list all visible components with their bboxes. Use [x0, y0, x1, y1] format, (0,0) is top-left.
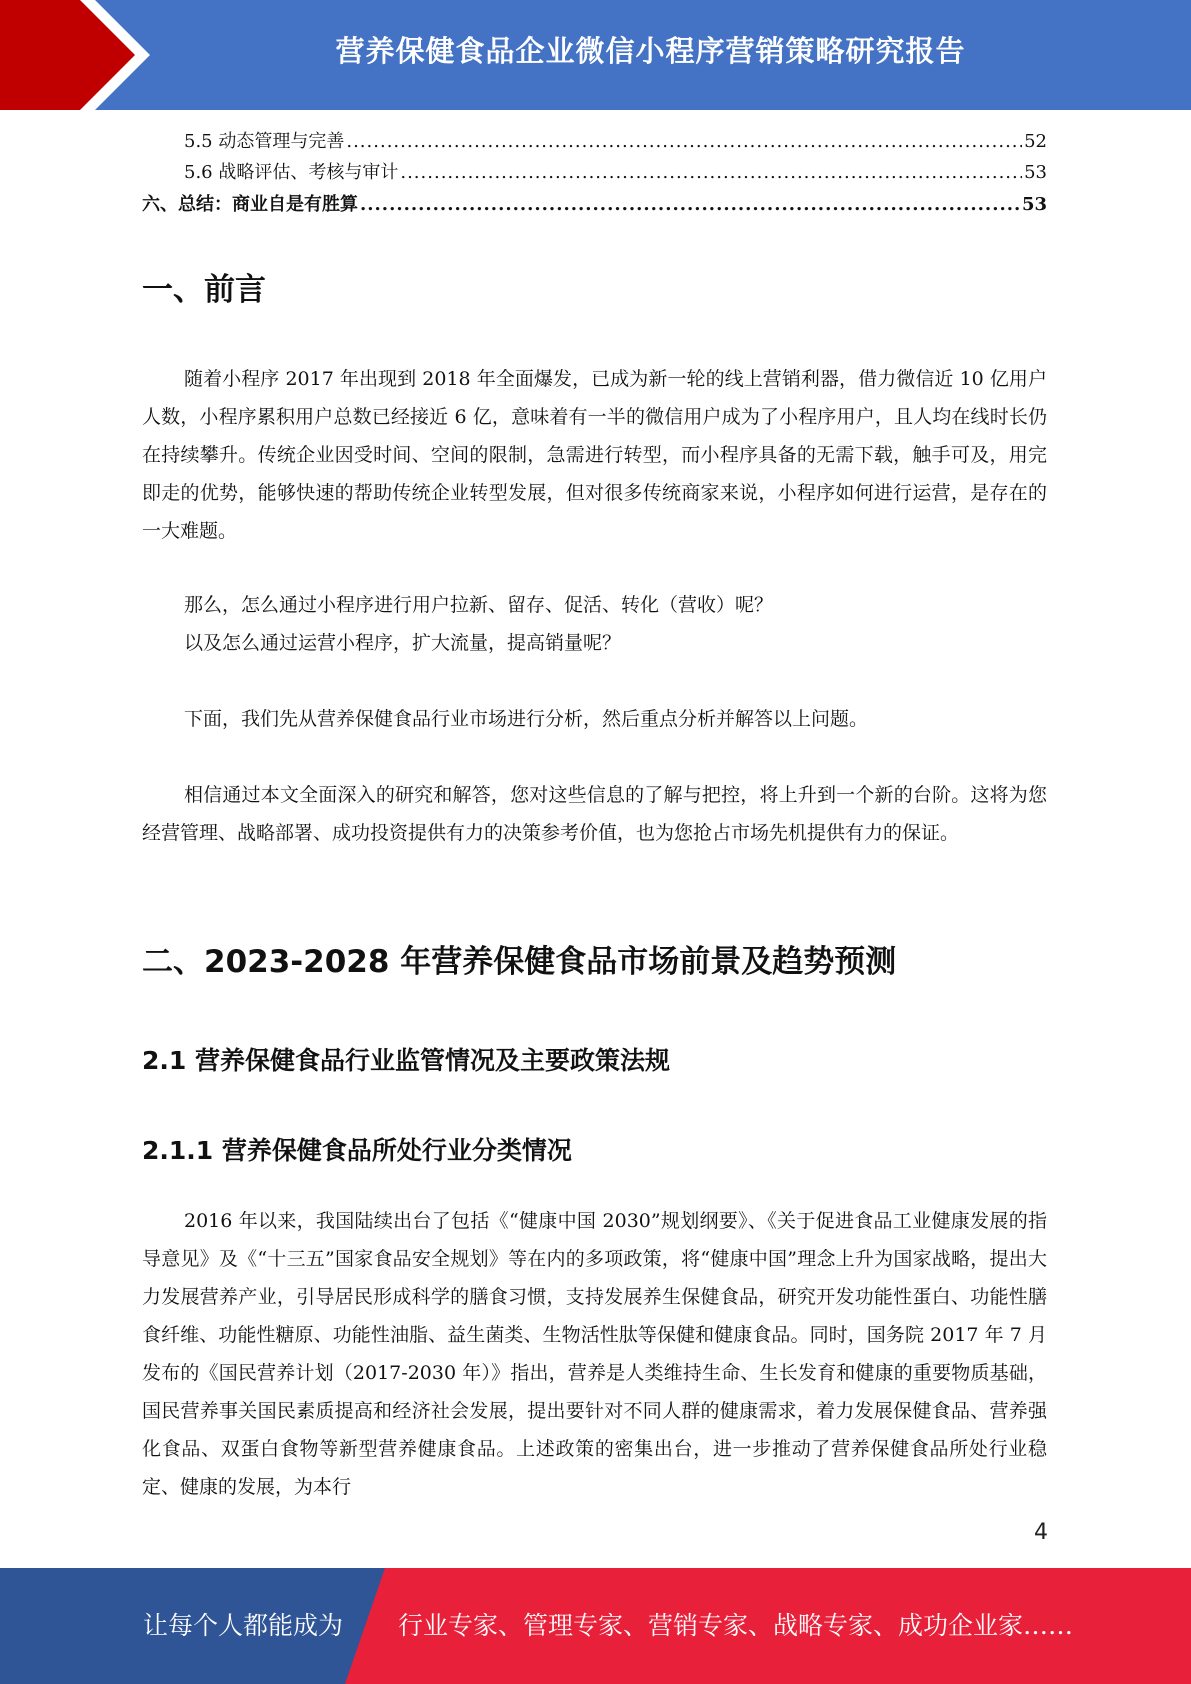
regulation-subheading: 2.1 营养保健食品行业监管情况及主要政策法规	[142, 1046, 670, 1075]
industry-classification-subheading: 2.1.1 营养保健食品所处行业分类情况	[142, 1136, 572, 1165]
toc-entry-page: 53	[1024, 162, 1047, 183]
toc-leader-dots	[360, 193, 1020, 217]
toc-entry[interactable]	[142, 193, 1047, 217]
preface-question-1: 那么，怎么通过小程序进行用户拉新、留存、促活、转化（营收）呢？	[184, 594, 774, 616]
toc-entry-label: 六、总结：商业自是有胜算	[142, 194, 358, 215]
preface-analysis-note: 下面，我们先从营养保健食品行业市场进行分析，然后重点分析并解答以上问题。	[184, 708, 869, 730]
toc-leader-dots	[400, 161, 1022, 185]
toc-entry-page: 52	[1024, 131, 1047, 152]
footer-slogan-left: 让每个人都能成为	[143, 1611, 344, 1640]
page-header	[0, 0, 1191, 110]
toc-leader-dots	[346, 130, 1022, 154]
toc-entry-label: 5.5 动态管理与完善	[184, 131, 345, 152]
toc-entry[interactable]	[184, 161, 1047, 185]
preface-question-2: 以及怎么通过运营小程序，扩大流量，提高销量呢？	[184, 632, 622, 654]
page-number: 4	[1034, 1520, 1048, 1545]
toc-entry-page: 53	[1021, 194, 1047, 215]
market-forecast-heading: 二、2023-2028 年营养保健食品市场前景及趋势预测	[142, 944, 897, 980]
header-title: 营养保健食品企业微信小程序营销策略研究报告	[335, 34, 966, 68]
footer-slogan-right: 行业专家、管理专家、营销专家、战略专家、成功企业家……	[398, 1611, 1074, 1640]
toc-entry[interactable]	[184, 130, 1047, 154]
preface-closing-paragraph: 相信通过本文全面深入的研究和解答，您对这些信息的了解与把控，将上升到一个新的台阶。这将为您经营管理、战略部署、成功投资提供有力的决策参考价值，也为您抢占市场先机提供有力的保证。	[142, 784, 1047, 844]
policy-paragraph: 2016 年以来，我国陆续出台了包括《“健康中国 2030”规划纲要》、《关于促进食品工业健康发展的指导意见》及《“十三五”国家食品安全规划》等在内的多项政策，将“健康中国”理念上升为国家战略，提出大力发展营养产业，引导居民形成科学的膳食习惯，支持发展养生保健食品，研究开发功能性蛋白、功能性膳食纤维、功能性糖原、功能性油脂、益生菌类、生物活性肽等保健和健康食品。同时，国务院 2017 年 7 月发布的《国民营养计划（2017-2030 年）》指出，营养是人类维持生命、生长发育和健康的重要物质基础，国民营养事关国民素质提高和经济社会发展，提出要针对不同人群的健康需求，着力发展保健食品、营养强化食品、双蛋白食物等新型营养健康食品。上述政策的密集出台，进一步推动了营养保健食品所处行业稳定、健康的发展，为本行	[142, 1210, 1047, 1498]
preface-paragraph: 随着小程序 2017 年出现到 2018 年全面爆发，已成为新一轮的线上营销利器，借力微信近 10 亿用户人数，小程序累积用户总数已经接近 6 亿，意味着有一半的微信用户成为了小程序用户，且人均在线时长仍在持续攀升。传统企业因受时间、空间的限制，急需进行转型，而小程序具备的无需下载，触手可及，用完即走的优势，能够快速的帮助传统企业转型发展，但对很多传统商家来说，小程序如何进行运营，是存在的一大难题。	[142, 368, 1047, 542]
preface-heading: 一、前言	[142, 272, 266, 308]
page-footer	[0, 1568, 1191, 1684]
toc-entry-label: 5.6 战略评估、考核与审计	[184, 162, 399, 183]
